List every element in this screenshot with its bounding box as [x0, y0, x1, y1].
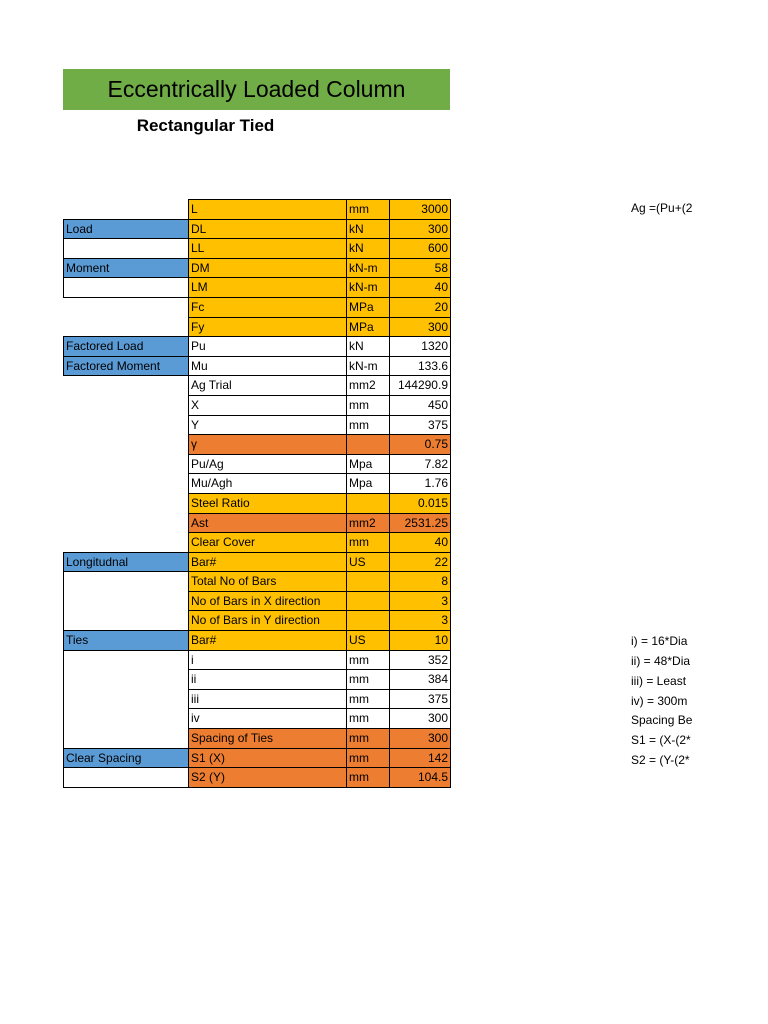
section-label: [64, 709, 189, 729]
parameter-name[interactable]: Pu: [189, 337, 347, 357]
parameter-name[interactable]: Pu/Ag: [189, 454, 347, 474]
unit-cell[interactable]: mm2: [347, 376, 390, 396]
table-row: [64, 689, 451, 709]
table-row: [64, 709, 451, 729]
parameter-name[interactable]: Clear Cover: [189, 533, 347, 553]
section-label: Load: [64, 219, 189, 239]
parameter-name[interactable]: X: [189, 395, 347, 415]
parameter-name[interactable]: Bar#: [189, 631, 347, 651]
section-label: [64, 493, 189, 513]
value-cell[interactable]: 384: [390, 670, 451, 690]
section-label: [64, 454, 189, 474]
table-row: [64, 631, 451, 651]
sheet-title: Eccentrically Loaded Column: [107, 76, 406, 102]
section-label: [64, 591, 189, 611]
value-cell[interactable]: 1.76: [390, 474, 451, 494]
table-row: [64, 572, 451, 592]
table-row: [64, 200, 451, 220]
value-cell[interactable]: 3000: [390, 200, 451, 220]
parameter-name[interactable]: S2 (Y): [189, 768, 347, 788]
parameter-name[interactable]: Mu/Agh: [189, 474, 347, 494]
tie-note-1: i) = 16*Dia: [631, 634, 688, 648]
unit-cell[interactable]: MPa: [347, 297, 390, 317]
parameter-name[interactable]: Fy: [189, 317, 347, 337]
parameter-name[interactable]: Bar#: [189, 552, 347, 572]
parameter-name[interactable]: LL: [189, 239, 347, 259]
table-row: [64, 474, 451, 494]
section-label: [64, 572, 189, 592]
unit-cell[interactable]: mm: [347, 729, 390, 749]
unit-cell[interactable]: kN-m: [347, 278, 390, 298]
parameter-name[interactable]: iv: [189, 709, 347, 729]
value-cell[interactable]: 352: [390, 650, 451, 670]
unit-cell[interactable]: [347, 572, 390, 592]
section-label: [64, 670, 189, 690]
unit-cell[interactable]: mm: [347, 200, 390, 220]
parameter-name[interactable]: LM: [189, 278, 347, 298]
unit-cell[interactable]: kN: [347, 337, 390, 357]
unit-cell[interactable]: Mpa: [347, 474, 390, 494]
table-row: [64, 552, 451, 572]
unit-cell[interactable]: mm: [347, 768, 390, 788]
unit-cell[interactable]: US: [347, 631, 390, 651]
table-row: [64, 317, 451, 337]
tie-note-2: ii) = 48*Dia: [631, 654, 691, 668]
value-cell[interactable]: 300: [390, 317, 451, 337]
value-cell[interactable]: 8: [390, 572, 451, 592]
unit-cell[interactable]: [347, 493, 390, 513]
unit-cell[interactable]: mm: [347, 689, 390, 709]
parameter-name[interactable]: No of Bars in X direction: [189, 591, 347, 611]
unit-cell[interactable]: Mpa: [347, 454, 390, 474]
section-label: Longitudnal: [64, 552, 189, 572]
parameter-name[interactable]: i: [189, 650, 347, 670]
value-cell[interactable]: 104.5: [390, 768, 451, 788]
table-row: [64, 493, 451, 513]
value-cell[interactable]: 300: [390, 709, 451, 729]
section-label: [64, 239, 189, 259]
unit-cell[interactable]: mm: [347, 709, 390, 729]
parameter-name[interactable]: DM: [189, 258, 347, 278]
table-row: [64, 415, 451, 435]
value-cell[interactable]: 142: [390, 748, 451, 768]
parameter-name[interactable]: S1 (X): [189, 748, 347, 768]
table-row: [64, 395, 451, 415]
parameter-name[interactable]: Fc: [189, 297, 347, 317]
value-cell[interactable]: 2531.25: [390, 513, 451, 533]
tie-note-5: Spacing Be: [631, 713, 693, 727]
section-label: [64, 435, 189, 455]
value-cell[interactable]: 0.015: [390, 493, 451, 513]
unit-cell[interactable]: kN: [347, 219, 390, 239]
section-label: Ties: [64, 631, 189, 651]
value-cell[interactable]: 40: [390, 533, 451, 553]
table-row: [64, 533, 451, 553]
parameter-name[interactable]: ii: [189, 670, 347, 690]
section-label: [64, 297, 189, 317]
table-row: [64, 376, 451, 396]
parameter-name[interactable]: Total No of Bars: [189, 572, 347, 592]
unit-cell[interactable]: kN-m: [347, 356, 390, 376]
table-row: [64, 591, 451, 611]
tie-note-6: S1 = (X-(2*: [631, 733, 691, 747]
sheet-subtitle: Rectangular Tied: [136, 116, 275, 135]
value-cell[interactable]: 300: [390, 219, 451, 239]
unit-cell[interactable]: mm: [347, 395, 390, 415]
unit-cell[interactable]: [347, 591, 390, 611]
section-label: Factored Load: [64, 337, 189, 357]
table-row: [64, 611, 451, 631]
parameter-name[interactable]: DL: [189, 219, 347, 239]
section-label: [64, 513, 189, 533]
section-label: [64, 611, 189, 631]
section-label: [64, 415, 189, 435]
tie-note-7: S2 = (Y-(2*: [631, 753, 690, 767]
unit-cell[interactable]: MPa: [347, 317, 390, 337]
value-cell[interactable]: 375: [390, 689, 451, 709]
table-row: [64, 768, 451, 788]
table-row: [64, 356, 451, 376]
unit-cell[interactable]: mm: [347, 533, 390, 553]
parameter-name[interactable]: γ: [189, 435, 347, 455]
unit-cell[interactable]: kN-m: [347, 258, 390, 278]
unit-cell[interactable]: mm: [347, 748, 390, 768]
parameter-name[interactable]: No of Bars in Y direction: [189, 611, 347, 631]
value-cell[interactable]: 600: [390, 239, 451, 259]
value-cell[interactable]: 300: [390, 729, 451, 749]
section-label: Factored Moment: [64, 356, 189, 376]
value-cell[interactable]: 450: [390, 395, 451, 415]
section-label: [64, 395, 189, 415]
value-cell[interactable]: 20: [390, 297, 451, 317]
parameter-name[interactable]: Ag Trial: [189, 376, 347, 396]
unit-cell[interactable]: mm: [347, 670, 390, 690]
table-row: [64, 258, 451, 278]
parameter-name[interactable]: Spacing of Ties: [189, 729, 347, 749]
tie-note-3: iii) = Least: [631, 674, 687, 688]
section-label: [64, 689, 189, 709]
table-row: [64, 670, 451, 690]
tie-note-4: iv) = 300m: [631, 694, 688, 708]
section-label: Moment: [64, 258, 189, 278]
value-cell[interactable]: 144290.9: [390, 376, 451, 396]
value-cell[interactable]: 3: [390, 611, 451, 631]
section-label: [64, 376, 189, 396]
table-row: [64, 729, 451, 749]
section-label: [64, 729, 189, 749]
section-label: [64, 200, 189, 220]
section-label: [64, 474, 189, 494]
value-cell[interactable]: 0.75: [390, 435, 451, 455]
section-label: Clear Spacing: [64, 748, 189, 768]
parameter-name[interactable]: Y: [189, 415, 347, 435]
value-cell[interactable]: 3: [390, 591, 451, 611]
parameter-name[interactable]: L: [189, 200, 347, 220]
table-row: [64, 454, 451, 474]
section-label: [64, 317, 189, 337]
value-cell[interactable]: 10: [390, 631, 451, 651]
table-row: [64, 297, 451, 317]
unit-cell[interactable]: mm: [347, 650, 390, 670]
parameter-name[interactable]: iii: [189, 689, 347, 709]
parameter-name[interactable]: Ast: [189, 513, 347, 533]
unit-cell[interactable]: mm: [347, 415, 390, 435]
unit-cell[interactable]: [347, 611, 390, 631]
unit-cell[interactable]: [347, 435, 390, 455]
value-cell[interactable]: 1320: [390, 337, 451, 357]
section-label: [64, 650, 189, 670]
unit-cell[interactable]: kN: [347, 239, 390, 259]
table-row: [64, 748, 451, 768]
value-cell[interactable]: 22: [390, 552, 451, 572]
unit-cell[interactable]: mm2: [347, 513, 390, 533]
table-row: [64, 219, 451, 239]
ag-formula-note: Ag =(Pu+(2: [631, 201, 693, 215]
sheet-title-banner: [63, 69, 450, 110]
table-row: [64, 278, 451, 298]
unit-cell[interactable]: US: [347, 552, 390, 572]
design-table: [63, 199, 451, 788]
table-row: [64, 239, 451, 259]
value-cell[interactable]: 133.6: [390, 356, 451, 376]
value-cell[interactable]: 7.82: [390, 454, 451, 474]
section-label: [64, 533, 189, 553]
table-row: [64, 513, 451, 533]
table-row: [64, 650, 451, 670]
value-cell[interactable]: 58: [390, 258, 451, 278]
parameter-name[interactable]: Steel Ratio: [189, 493, 347, 513]
section-label: [64, 278, 189, 298]
parameter-name[interactable]: Mu: [189, 356, 347, 376]
table-row: [64, 337, 451, 357]
value-cell[interactable]: 40: [390, 278, 451, 298]
section-label: [64, 768, 189, 788]
value-cell[interactable]: 375: [390, 415, 451, 435]
table-row: [64, 435, 451, 455]
